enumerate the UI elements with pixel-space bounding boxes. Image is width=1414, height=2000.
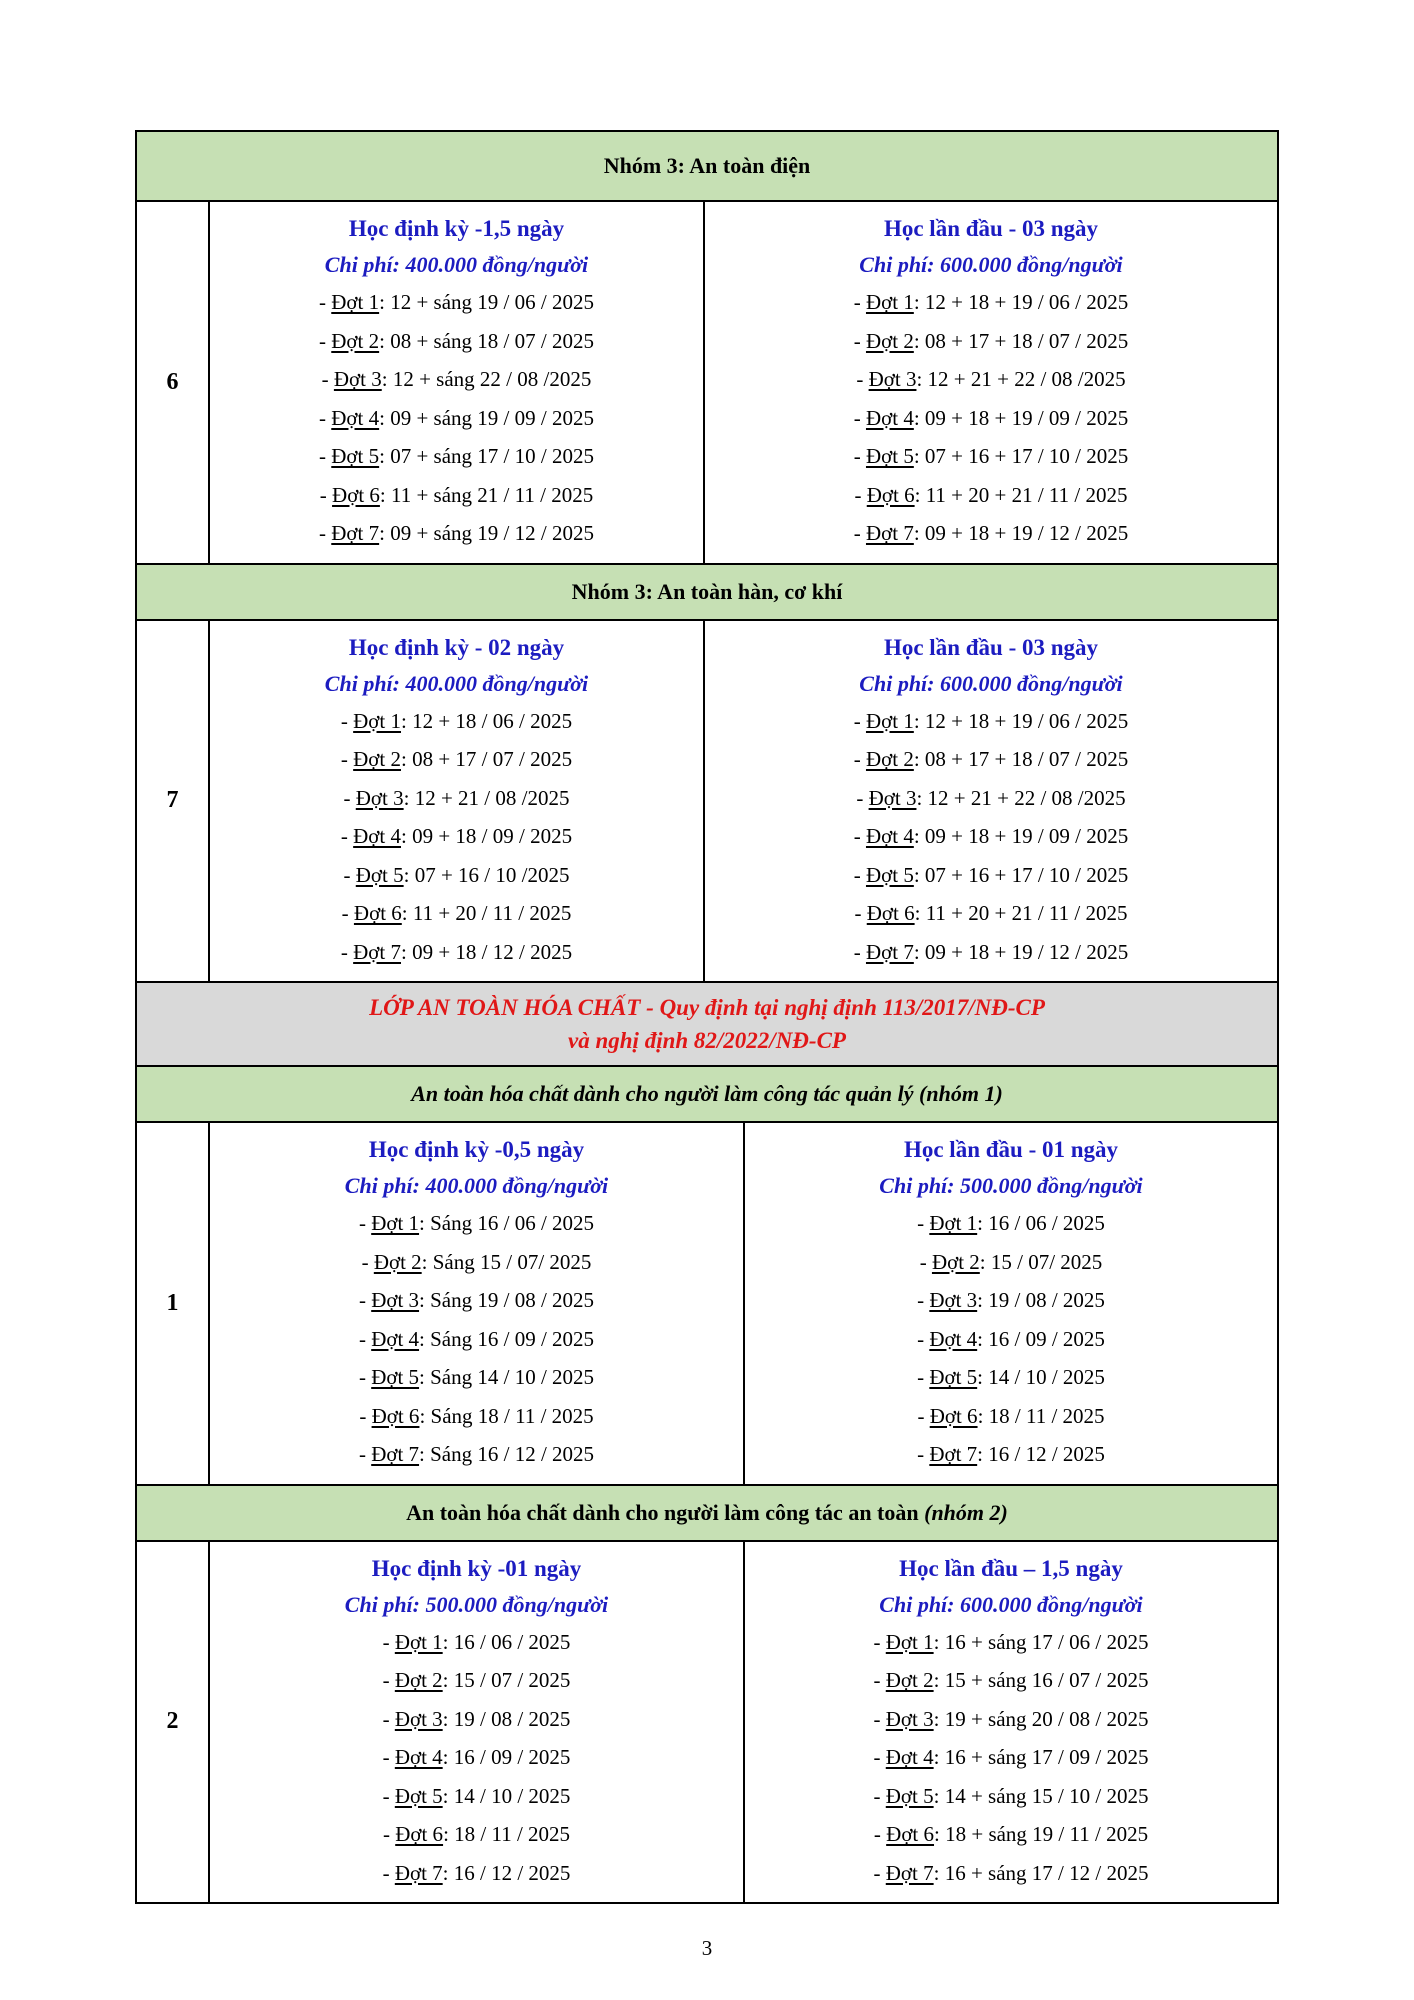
session-date bbox=[749, 1738, 1273, 1777]
dot-label: Đợt 7 bbox=[865, 521, 914, 545]
session-date bbox=[214, 1777, 739, 1816]
group-header-an-toan-dien bbox=[137, 132, 1277, 202]
dot-label: Đợt 7 bbox=[331, 521, 380, 545]
session-date bbox=[214, 1397, 739, 1436]
dot-detail: : 08 + sáng 18 / 07 / 2025 bbox=[379, 328, 594, 353]
dot-label: Đợt 2 bbox=[394, 1668, 443, 1692]
session-date bbox=[214, 514, 699, 553]
dot-detail: : 09 + 18 + 19 / 12 / 2025 bbox=[913, 521, 1129, 545]
dash-bullet: - bbox=[917, 1442, 925, 1466]
session-date bbox=[214, 399, 699, 438]
session-date bbox=[214, 360, 699, 399]
dot-detail: : 16 / 06 / 2025 bbox=[442, 1629, 571, 1654]
dot-label: Đợt 1 bbox=[885, 1629, 934, 1654]
session-date bbox=[214, 856, 699, 895]
row-number: 2 bbox=[137, 1542, 210, 1903]
dot-detail: : 12 + 18 + 19 / 06 / 2025 bbox=[913, 708, 1129, 733]
dot-label: Đợt 1 bbox=[929, 1211, 978, 1235]
dot-detail: : Sáng 15 / 07/ 2025 bbox=[421, 1249, 592, 1274]
chemical-class-notice bbox=[137, 983, 1277, 1067]
session-date bbox=[709, 514, 1273, 553]
session-date bbox=[749, 1204, 1273, 1243]
dash-bullet: - bbox=[319, 521, 327, 545]
dot-label: Đợt 5 bbox=[865, 444, 914, 468]
dot-detail: : 18 / 11 / 2025 bbox=[443, 1822, 571, 1846]
notice-line-2: và nghị định 82/2022/NĐ-CP bbox=[568, 1028, 846, 1053]
course-fee: Chi phí: 500.000 đồng/người bbox=[344, 1591, 609, 1617]
table-row bbox=[137, 202, 1277, 565]
dash-bullet: - bbox=[854, 901, 862, 925]
session-date bbox=[214, 1243, 739, 1282]
course-fee: Chi phí: 400.000 đồng/người bbox=[324, 252, 589, 277]
dot-detail: : 12 + 21 / 08 /2025 bbox=[403, 785, 570, 810]
dot-detail: : 14 + sáng 15 / 10 / 2025 bbox=[933, 1783, 1149, 1808]
session-date bbox=[709, 476, 1273, 515]
dot-label: Đợt 7 bbox=[394, 1860, 443, 1885]
dot-detail: : 16 / 09 / 2025 bbox=[442, 1745, 571, 1769]
dot-detail: : 16 + sáng 17 / 12 / 2025 bbox=[933, 1860, 1149, 1885]
dot-label: Đợt 3 bbox=[868, 367, 917, 391]
session-date bbox=[214, 322, 699, 361]
dash-bullet: - bbox=[321, 367, 329, 391]
dot-label: Đợt 6 bbox=[929, 1403, 978, 1428]
table-row bbox=[137, 621, 1277, 984]
dot-label: Đợt 2 bbox=[865, 328, 914, 353]
dash-bullet: - bbox=[873, 1745, 881, 1769]
dash-bullet: - bbox=[382, 1629, 390, 1654]
dot-label: Đợt 4 bbox=[331, 405, 380, 430]
dash-bullet: - bbox=[853, 862, 861, 887]
dash-bullet: - bbox=[382, 1745, 390, 1769]
table-row bbox=[137, 1542, 1277, 1903]
session-date bbox=[709, 933, 1273, 972]
dot-detail: : 16 / 09 / 2025 bbox=[977, 1326, 1105, 1351]
dot-label: Đợt 7 bbox=[353, 939, 401, 964]
dash-bullet: - bbox=[853, 824, 861, 848]
dash-bullet: - bbox=[319, 444, 327, 468]
dot-detail: : 11 + 20 / 11 / 2025 bbox=[401, 901, 572, 925]
session-date bbox=[214, 1661, 739, 1700]
dot-label: Đợt 7 bbox=[865, 939, 914, 964]
dot-detail: : 18 / 11 / 2025 bbox=[977, 1403, 1105, 1428]
dot-label: Đợt 7 bbox=[885, 1860, 934, 1885]
session-date bbox=[709, 360, 1273, 399]
dot-label: Đợt 6 bbox=[353, 901, 402, 925]
dash-bullet: - bbox=[340, 747, 348, 771]
group-header-hoa-chat-quan-ly bbox=[137, 1067, 1277, 1123]
dot-detail: : 07 + 16 + 17 / 10 / 2025 bbox=[913, 444, 1129, 468]
row-number: 1 bbox=[137, 1123, 210, 1484]
dot-detail: : 15 + sáng 16 / 07 / 2025 bbox=[933, 1668, 1149, 1692]
dot-label: Đợt 7 bbox=[929, 1442, 978, 1466]
dot-label: Đợt 4 bbox=[885, 1745, 934, 1769]
dot-label: Đợt 2 bbox=[373, 1249, 422, 1274]
session-date bbox=[214, 894, 699, 933]
dash-bullet: - bbox=[382, 1783, 390, 1808]
dot-detail: : Sáng 16 / 06 / 2025 bbox=[419, 1211, 595, 1235]
dash-bullet: - bbox=[854, 482, 862, 507]
dash-bullet: - bbox=[853, 939, 861, 964]
row-number: 6 bbox=[137, 202, 210, 563]
dot-label: Đợt 5 bbox=[394, 1783, 443, 1808]
session-date bbox=[709, 894, 1273, 933]
course-column-lan-dau bbox=[745, 1123, 1277, 1484]
dash-bullet: - bbox=[853, 521, 861, 545]
session-date bbox=[214, 1320, 739, 1359]
dot-detail: : 09 + 18 + 19 / 09 / 2025 bbox=[913, 824, 1129, 848]
dash-bullet: - bbox=[361, 1249, 369, 1274]
dot-detail: : 08 + 17 / 07 / 2025 bbox=[401, 747, 573, 771]
course-fee: Chi phí: 600.000 đồng/người bbox=[859, 670, 1123, 696]
course-column-dinh-ky bbox=[210, 621, 705, 982]
dot-detail: : 18 + sáng 19 / 11 / 2025 bbox=[934, 1822, 1149, 1846]
dot-label: Đợt 4 bbox=[865, 824, 914, 848]
dash-bullet: - bbox=[358, 1211, 366, 1235]
session-date bbox=[709, 399, 1273, 438]
session-date bbox=[214, 1815, 739, 1854]
group-title-suffix: (nhóm 2) bbox=[924, 1499, 1008, 1525]
session-date bbox=[749, 1623, 1273, 1662]
dot-detail: : Sáng 16 / 12 / 2025 bbox=[419, 1442, 595, 1466]
dot-detail: : 12 + 21 + 22 / 08 /2025 bbox=[916, 785, 1126, 810]
dash-bullet: - bbox=[873, 1706, 881, 1731]
course-type: Học lần đầu – 1,5 ngày bbox=[899, 1555, 1123, 1581]
section-chemical-notice bbox=[137, 983, 1277, 1067]
session-date bbox=[214, 1358, 739, 1397]
dash-bullet: - bbox=[343, 785, 351, 810]
session-date bbox=[749, 1397, 1273, 1436]
session-date bbox=[749, 1815, 1273, 1854]
dash-bullet: - bbox=[873, 1822, 881, 1846]
dash-bullet: - bbox=[359, 1403, 367, 1428]
dash-bullet: - bbox=[340, 824, 348, 848]
group-header-hoa-chat-an-toan bbox=[137, 1486, 1277, 1542]
dot-detail: : 15 / 07 / 2025 bbox=[442, 1668, 571, 1692]
dash-bullet: - bbox=[853, 747, 861, 771]
dot-label: Đợt 1 bbox=[371, 1211, 420, 1235]
session-date bbox=[214, 779, 699, 818]
session-date bbox=[214, 933, 699, 972]
session-date bbox=[749, 1435, 1273, 1474]
dash-bullet: - bbox=[340, 939, 348, 964]
dot-detail: : 08 + 17 + 18 / 07 / 2025 bbox=[913, 747, 1129, 771]
dot-label: Đợt 5 bbox=[885, 1783, 934, 1808]
session-date bbox=[214, 702, 699, 741]
session-date bbox=[214, 283, 699, 322]
session-date bbox=[709, 437, 1273, 476]
dash-bullet: - bbox=[917, 1326, 925, 1351]
dash-bullet: - bbox=[917, 1288, 925, 1312]
dot-detail: : 14 / 10 / 2025 bbox=[977, 1365, 1105, 1389]
dot-detail: : 16 / 12 / 2025 bbox=[977, 1442, 1105, 1466]
section-an-toan-han-co-khi bbox=[137, 565, 1277, 984]
group-title: Nhóm 3: An toàn điện bbox=[603, 153, 811, 178]
dash-bullet: - bbox=[873, 1783, 881, 1808]
dash-bullet: - bbox=[853, 444, 861, 468]
dot-label: Đợt 3 bbox=[333, 367, 382, 391]
dot-detail: : 11 + sáng 21 / 11 / 2025 bbox=[379, 482, 594, 507]
dash-bullet: - bbox=[853, 708, 861, 733]
dot-label: Đợt 4 bbox=[394, 1745, 443, 1769]
dash-bullet: - bbox=[319, 328, 327, 353]
dot-label: Đợt 4 bbox=[371, 1326, 420, 1351]
dot-label: Đợt 4 bbox=[929, 1326, 978, 1351]
dot-detail: : 19 + sáng 20 / 08 / 2025 bbox=[933, 1706, 1149, 1731]
dot-label: Đợt 5 bbox=[331, 444, 380, 468]
dot-detail: : 12 + 18 + 19 / 06 / 2025 bbox=[913, 290, 1129, 314]
session-date bbox=[214, 817, 699, 856]
session-date bbox=[749, 1700, 1273, 1739]
course-column-dinh-ky bbox=[210, 202, 705, 563]
dot-label: Đợt 1 bbox=[353, 708, 401, 733]
dot-label: Đợt 6 bbox=[395, 1822, 444, 1846]
session-date bbox=[709, 856, 1273, 895]
dot-detail: : 12 + sáng 22 / 08 /2025 bbox=[381, 367, 592, 391]
dash-bullet: - bbox=[853, 328, 861, 353]
group-title-suffix: (nhóm 1) bbox=[919, 1081, 1003, 1106]
dot-detail: : 16 + sáng 17 / 06 / 2025 bbox=[933, 1629, 1149, 1654]
session-date bbox=[214, 740, 699, 779]
dot-label: Đợt 6 bbox=[886, 1822, 935, 1846]
dot-label: Đợt 3 bbox=[868, 785, 917, 810]
dash-bullet: - bbox=[853, 290, 861, 314]
dash-bullet: - bbox=[382, 1860, 390, 1885]
session-date bbox=[709, 322, 1273, 361]
course-fee: Chi phí: 400.000 đồng/người bbox=[324, 670, 589, 696]
section-an-toan-dien bbox=[137, 132, 1277, 565]
dot-detail: : 11 + 20 + 21 / 11 / 2025 bbox=[914, 901, 1128, 925]
row-number: 7 bbox=[137, 621, 210, 982]
session-date bbox=[749, 1661, 1273, 1700]
session-date bbox=[214, 437, 699, 476]
dot-detail: : 07 + 16 / 10 /2025 bbox=[403, 862, 570, 887]
dot-label: Đợt 6 bbox=[332, 482, 380, 507]
dot-label: Đợt 2 bbox=[331, 328, 380, 353]
dash-bullet: - bbox=[319, 405, 327, 430]
dot-detail: : 12 + 21 + 22 / 08 /2025 bbox=[916, 367, 1126, 391]
group-header-an-toan-han bbox=[137, 565, 1277, 621]
course-type: Học định kỳ -01 ngày bbox=[371, 1555, 582, 1581]
dot-detail: : 07 + 16 + 17 / 10 / 2025 bbox=[913, 862, 1129, 887]
dot-detail: : 07 + sáng 17 / 10 / 2025 bbox=[379, 444, 594, 468]
dot-detail: : Sáng 19 / 08 / 2025 bbox=[419, 1288, 595, 1312]
course-type: Học lần đầu - 03 ngày bbox=[883, 634, 1099, 660]
course-type: Học định kỳ -1,5 ngày bbox=[348, 216, 565, 241]
dot-label: Đợt 3 bbox=[355, 785, 404, 810]
dash-bullet: - bbox=[343, 862, 351, 887]
session-date bbox=[214, 1623, 739, 1662]
dot-label: Đợt 3 bbox=[885, 1706, 934, 1731]
course-fee: Chi phí: 600.000 đồng/người bbox=[859, 252, 1123, 277]
dot-detail: : 15 / 07/ 2025 bbox=[979, 1249, 1103, 1274]
dash-bullet: - bbox=[382, 1668, 390, 1692]
table-row bbox=[137, 1123, 1277, 1486]
dot-label: Đợt 6 bbox=[371, 1403, 420, 1428]
session-date bbox=[709, 779, 1273, 818]
dot-label: Đợt 3 bbox=[371, 1288, 420, 1312]
dot-label: Đợt 3 bbox=[929, 1288, 978, 1312]
dot-label: Đợt 6 bbox=[866, 482, 915, 507]
group-title: An toàn hóa chất dành cho người làm công tác an toàn bbox=[406, 1499, 919, 1525]
dot-label: Đợt 4 bbox=[353, 824, 401, 848]
dash-bullet: - bbox=[873, 1860, 881, 1885]
dot-label: Đợt 5 bbox=[865, 862, 914, 887]
dot-detail: : 12 + sáng 19 / 06 / 2025 bbox=[379, 290, 594, 314]
dot-detail: : 08 + 17 + 18 / 07 / 2025 bbox=[913, 328, 1129, 353]
dot-label: Đợt 5 bbox=[929, 1365, 978, 1389]
session-date bbox=[709, 702, 1273, 741]
dash-bullet: - bbox=[358, 1365, 366, 1389]
dot-label: Đợt 6 bbox=[866, 901, 915, 925]
dot-detail: : 16 / 06 / 2025 bbox=[977, 1211, 1105, 1235]
course-type: Học lần đầu - 01 ngày bbox=[903, 1137, 1119, 1162]
session-date bbox=[214, 1204, 739, 1243]
dash-bullet: - bbox=[917, 1211, 925, 1235]
dot-label: Đợt 2 bbox=[885, 1668, 934, 1692]
dot-detail: : 16 / 12 / 2025 bbox=[442, 1860, 571, 1885]
session-date bbox=[709, 740, 1273, 779]
course-column-lan-dau bbox=[705, 202, 1277, 563]
session-date bbox=[709, 817, 1273, 856]
session-date bbox=[749, 1777, 1273, 1816]
session-date bbox=[214, 476, 699, 515]
dash-bullet: - bbox=[873, 1629, 881, 1654]
session-date bbox=[214, 1700, 739, 1739]
dot-detail: : 09 + 18 + 19 / 09 / 2025 bbox=[913, 405, 1129, 430]
session-date bbox=[214, 1854, 739, 1893]
section-hoa-chat-nhom-2 bbox=[137, 1486, 1277, 1903]
course-column-lan-dau bbox=[705, 621, 1277, 982]
dot-label: Đợt 1 bbox=[865, 290, 914, 314]
group-title: An toàn hóa chất dành cho người làm công tác quản lý bbox=[411, 1081, 914, 1106]
session-date bbox=[214, 1281, 739, 1320]
course-type: Học định kỳ - 02 ngày bbox=[348, 634, 565, 660]
dot-label: Đợt 2 bbox=[931, 1249, 980, 1274]
dot-detail: : 09 + 18 + 19 / 12 / 2025 bbox=[913, 939, 1129, 964]
dot-detail: : 11 + 20 + 21 / 11 / 2025 bbox=[914, 482, 1128, 507]
course-column-dinh-ky bbox=[210, 1542, 745, 1903]
dash-bullet: - bbox=[853, 405, 861, 430]
session-date bbox=[214, 1435, 739, 1474]
dash-bullet: - bbox=[856, 785, 864, 810]
dash-bullet: - bbox=[341, 901, 349, 925]
dash-bullet: - bbox=[917, 1365, 925, 1389]
course-column-lan-dau bbox=[745, 1542, 1277, 1903]
dot-label: Đợt 7 bbox=[371, 1442, 420, 1466]
page-number: 3 bbox=[701, 1936, 713, 1960]
dash-bullet: - bbox=[319, 482, 327, 507]
dot-detail: : 12 + 18 / 06 / 2025 bbox=[401, 708, 573, 733]
dot-detail: : 19 / 08 / 2025 bbox=[977, 1288, 1105, 1312]
course-type: Học lần đầu - 03 ngày bbox=[883, 216, 1099, 241]
dot-label: Đợt 1 bbox=[331, 290, 380, 314]
dot-label: Đợt 5 bbox=[371, 1365, 420, 1389]
dot-detail: : 09 + 18 / 09 / 2025 bbox=[401, 824, 573, 848]
session-date bbox=[749, 1281, 1273, 1320]
dot-label: Đợt 1 bbox=[394, 1629, 443, 1654]
dash-bullet: - bbox=[319, 290, 327, 314]
notice-line-1: LỚP AN TOÀN HÓA CHẤT - Quy định tại nghị định 113/2017/NĐ-CP bbox=[369, 995, 1045, 1020]
course-fee: Chi phí: 400.000 đồng/người bbox=[344, 1173, 609, 1198]
dot-detail: : Sáng 16 / 09 / 2025 bbox=[419, 1326, 595, 1351]
dash-bullet: - bbox=[382, 1822, 390, 1846]
dash-bullet: - bbox=[358, 1288, 366, 1312]
dot-detail: : 16 + sáng 17 / 09 / 2025 bbox=[933, 1745, 1149, 1769]
session-date bbox=[709, 283, 1273, 322]
dot-label: Đợt 5 bbox=[355, 862, 404, 887]
dot-label: Đợt 4 bbox=[865, 405, 914, 430]
dash-bullet: - bbox=[856, 367, 864, 391]
session-date bbox=[749, 1243, 1273, 1282]
dot-label: Đợt 1 bbox=[865, 708, 914, 733]
group-title: Nhóm 3: An toàn hàn, cơ khí bbox=[571, 578, 843, 604]
dot-detail: : 09 + sáng 19 / 12 / 2025 bbox=[379, 521, 594, 545]
session-date bbox=[214, 1738, 739, 1777]
dot-label: Đợt 2 bbox=[865, 747, 914, 771]
dash-bullet: - bbox=[358, 1326, 366, 1351]
course-column-dinh-ky bbox=[210, 1123, 745, 1484]
section-hoa-chat-nhom-1 bbox=[137, 1067, 1277, 1486]
dash-bullet: - bbox=[873, 1668, 881, 1692]
dash-bullet: - bbox=[340, 708, 348, 733]
session-date bbox=[749, 1320, 1273, 1359]
schedule-table bbox=[135, 130, 1279, 1904]
dot-detail: : 09 + 18 / 12 / 2025 bbox=[401, 939, 573, 964]
session-date bbox=[749, 1854, 1273, 1893]
dot-detail: : Sáng 14 / 10 / 2025 bbox=[419, 1365, 595, 1389]
course-type: Học định kỳ -0,5 ngày bbox=[368, 1137, 585, 1162]
dot-detail: : 14 / 10 / 2025 bbox=[442, 1783, 571, 1808]
session-date bbox=[749, 1358, 1273, 1397]
dot-detail: : 09 + sáng 19 / 09 / 2025 bbox=[379, 405, 594, 430]
dot-label: Đợt 2 bbox=[353, 747, 401, 771]
dot-detail: : 19 / 08 / 2025 bbox=[442, 1706, 571, 1731]
course-fee: Chi phí: 500.000 đồng/người bbox=[879, 1173, 1143, 1198]
dash-bullet: - bbox=[382, 1706, 390, 1731]
course-fee: Chi phí: 600.000 đồng/người bbox=[879, 1591, 1143, 1617]
dot-label: Đợt 3 bbox=[394, 1706, 443, 1731]
dash-bullet: - bbox=[358, 1442, 366, 1466]
dash-bullet: - bbox=[917, 1403, 925, 1428]
dash-bullet: - bbox=[919, 1249, 927, 1274]
dot-detail: : Sáng 18 / 11 / 2025 bbox=[419, 1403, 594, 1428]
